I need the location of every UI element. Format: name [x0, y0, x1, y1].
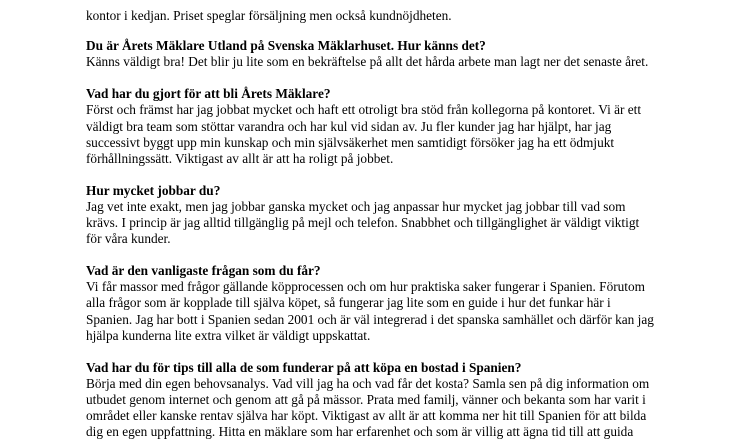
- answer-line: området eller kanske rentav själva har köpt. Viktigast av allt är att komma ner hit till Spanien för att bilda: [86, 407, 647, 423]
- answer-line: alla frågor som är kopplade till själva köpet, så fungerar jag lite som en guide i hur det funkar här i: [86, 295, 611, 311]
- question-heading: Vad har du gjort för att bli Årets Mäklare?: [86, 86, 331, 102]
- answer-line: Vi får massor med frågor gällande köpprocessen och om hur praktiska saker fungerar i Spanien. Förutom: [86, 279, 645, 295]
- qa-section-4: [86, 263, 726, 343]
- answer-line: för våra kunder.: [86, 231, 171, 247]
- answer-line: successivt byggt upp min kunskap och min självsäkerhet men samtidigt försöker jag ha ett ödmjukt: [86, 134, 615, 150]
- question-heading: Hur mycket jobbar du?: [86, 182, 221, 198]
- answer-line: Känns väldigt bra! Det blir ju lite som en bekräftelse på allt det hårda arbete man lagt ner det senaste året.: [86, 54, 649, 70]
- answer-line: Börja med din egen behovsanalys. Vad vill jag ha och vad får det kosta? Samla sen på dig information om: [86, 375, 650, 391]
- answer-line: Spanien. Jag har bott i Spanien sedan 2001 och är väl integrerad i det spanska samhället och därför kan jag: [86, 311, 654, 327]
- qa-section-3: [86, 183, 726, 247]
- intro-paragraph: [86, 0, 726, 24]
- question-heading: Vad är den vanligaste frågan som du får?: [86, 263, 321, 279]
- answer-line: hjälpa kunderna lite extra vilket är väldigt uppskattat.: [86, 327, 371, 343]
- answer-line: väldigt bra team som stöttar varandra och har kul vid sidan av. Ju fler kunder jag har hjälpt, har jag: [86, 118, 612, 134]
- intro-line: kontor i kedjan. Priset speglar försäljning men också kundnöjdheten.: [86, 8, 452, 24]
- intro-line-cut: [86, 0, 726, 8]
- answer-line: dig en egen uppfattning. Hitta en mäklare som har erfarenhet och som är villig att ägna tid till att guida: [86, 424, 634, 440]
- question-heading: Vad har du för tips till alla de som funderar på att köpa en bostad i Spanien?: [86, 359, 522, 375]
- qa-section-1: [86, 38, 726, 70]
- question-heading: Du är Årets Mäklare Utland på Svenska Mäklarhuset. Hur känns det?: [86, 38, 486, 54]
- answer-line: utbudet genom internet och genom att gå på mässor. Prata med familj, vänner och bekanta som har varit i: [86, 391, 646, 407]
- document-page: [86, 0, 726, 440]
- answer-line: Först och främst har jag jobbat mycket och haft ett otroligt bra stöd från kollegorna på kontoret. Vi är ett: [86, 102, 642, 118]
- qa-section-2: [86, 86, 726, 166]
- answer-line: förhållningssätt. Viktigast av allt är att ha roligt på jobbet.: [86, 150, 394, 166]
- answer-line: krävs. I princip är jag alltid tillgänglig på mejl och telefon. Snabbhet och tillgänglighet är väldigt viktigt: [86, 215, 640, 231]
- answer-line: Jag vet inte exakt, men jag jobbar ganska mycket och jag anpassar hur mycket jag jobbar till vad som: [86, 198, 626, 214]
- qa-section-5: [86, 360, 726, 440]
